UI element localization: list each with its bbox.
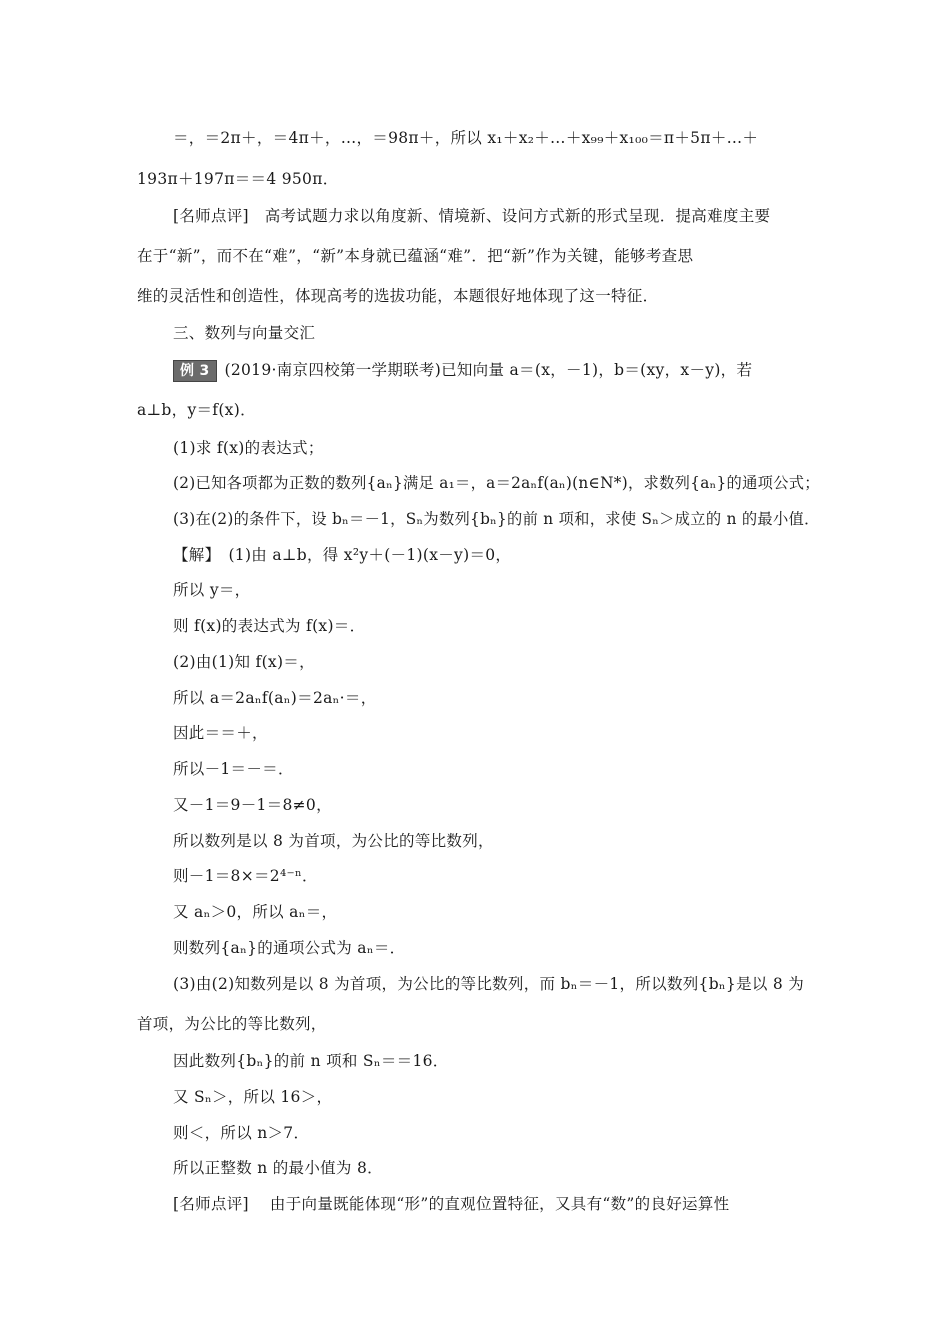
text-line: 则 f(x)的表达式为 f(x)＝． bbox=[173, 617, 366, 635]
text-line: 所以－1＝－＝． bbox=[173, 760, 294, 778]
question-1: (1)求 f(x)的表达式； bbox=[173, 439, 324, 457]
text-line: 又－1＝9－1＝8≠0， bbox=[173, 796, 332, 814]
text-line: 所以 y＝， bbox=[173, 581, 251, 599]
text-line: 则＜，所以 n＞7． bbox=[173, 1124, 310, 1142]
text-line: 则－1＝8×＝2⁴⁻ⁿ． bbox=[173, 867, 318, 885]
solution-heading-line: 【解】 (1)由 a⊥b，得 x²y＋(－1)(x－y)＝0， bbox=[173, 546, 512, 564]
text-line: 所以 a＝2aₙf(aₙ)＝2aₙ·＝， bbox=[173, 689, 377, 707]
text-line: (3)由(2)知数列是以 8 为首项，为公比的等比数列，而 bₙ＝－1，所以数列{bₙ}是以 8 为 bbox=[173, 975, 805, 993]
text-line: 因此数列{bₙ}的前 n 项和 Sₙ＝＝16． bbox=[173, 1052, 449, 1070]
commentary-heading-line: [名师点评] 由于向量既能体现“形”的直观位置特征，又具有“数”的良好运算性 bbox=[173, 1195, 730, 1213]
question-3: (3)在(2)的条件下，设 bₙ＝－1，Sₙ为数列{bₙ}的前 n 项和，求使 Sₙ＞成立的 n 的最小值． bbox=[173, 510, 820, 528]
text-line: 首项，为公比的等比数列， bbox=[137, 1015, 327, 1033]
question-2: (2)已知各项都为正数的数列{aₙ}满足 a₁＝，a＝2aₙf(aₙ)(n∈N*)，求数列{aₙ}的通项公式； bbox=[173, 474, 820, 492]
text-line: 所以数列是以 8 为首项，为公比的等比数列， bbox=[173, 832, 494, 850]
text-line: 在于“新”，而不在“难”，“新”本身就已蕴涵“难”．把“新”作为关键，能够考查思 bbox=[137, 247, 694, 265]
example-text: (2019·南京四校第一学期联考)已知向量 a＝(x，－1)，b＝(xy，x－y)，若 bbox=[224, 361, 753, 379]
commentary-heading-line: [名师点评] 高考试题力求以角度新、情境新、设问方式新的形式呈现．提高难度主要 bbox=[173, 207, 771, 225]
text-line: 因此＝＝＋， bbox=[173, 724, 268, 742]
example-line bbox=[173, 359, 752, 382]
text-line: 维的灵活性和创造性，体现高考的选拔功能，本题很好地体现了这一特征． bbox=[137, 287, 659, 305]
text-line: 193π＋197π＝＝4 950π． bbox=[137, 170, 339, 188]
text-line: (2)由(1)知 f(x)＝， bbox=[173, 653, 315, 671]
text-line: 又 aₙ＞0，所以 aₙ＝， bbox=[173, 903, 338, 921]
example-badge: 例 3 bbox=[173, 360, 217, 382]
text-line: 又 Sₙ＞，所以 16＞， bbox=[173, 1088, 333, 1106]
section-heading: 三、数列与向量交汇 bbox=[173, 324, 316, 342]
text-line: a⊥b，y＝f(x)． bbox=[137, 401, 256, 419]
text-line: 则数列{aₙ}的通项公式为 aₙ＝． bbox=[173, 939, 406, 957]
text-line: ＝，＝2π＋，＝4π＋，…，＝98π＋，所以 x₁＋x₂＋…＋x₉₉＋x₁₀₀＝π＋5π＋…＋ bbox=[173, 129, 759, 147]
text-line: 所以正整数 n 的最小值为 8． bbox=[173, 1159, 383, 1177]
